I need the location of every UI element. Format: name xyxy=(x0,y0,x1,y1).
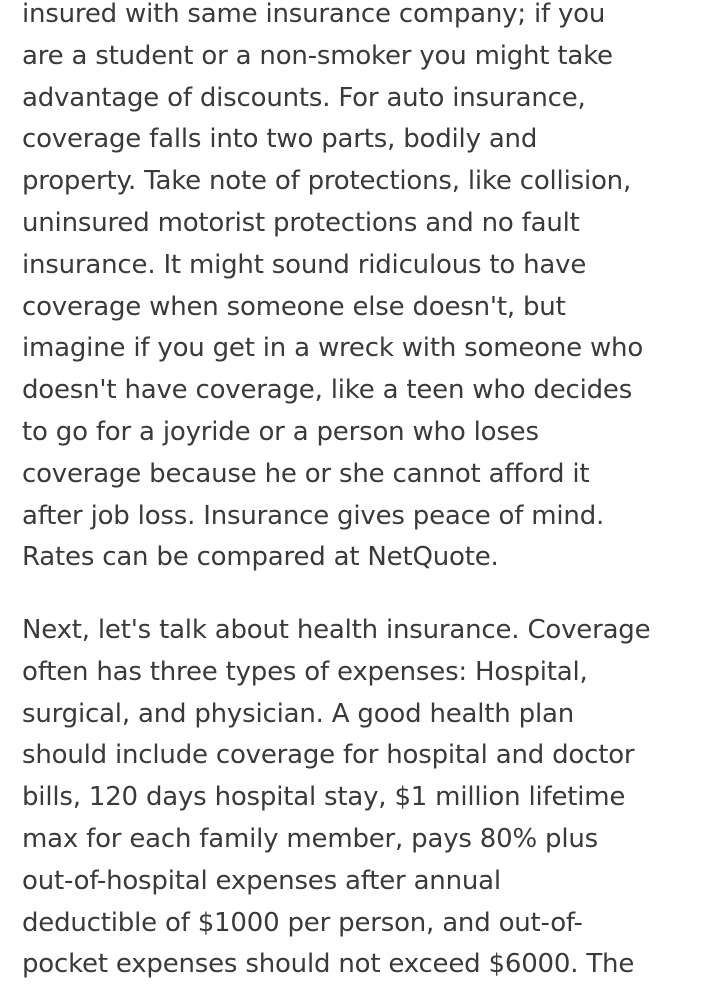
paragraph-health-insurance xyxy=(22,610,702,986)
text-line: imagine if you get in a wreck with someone who xyxy=(22,333,644,364)
text-line: after job loss. Insurance gives peace of mind. xyxy=(22,500,605,531)
text-line: coverage when someone else doesn't, but xyxy=(22,291,566,322)
text-line: max for each family member, pays 80% plus xyxy=(22,823,599,854)
text-line: are a student or a non-smoker you might take xyxy=(22,40,613,71)
text-line: doesn't have coverage, like a teen who decides xyxy=(22,375,633,406)
text-line: insurance. It might sound ridiculous to have xyxy=(22,249,587,280)
text-line: Next, let's talk about health insurance. Coverage xyxy=(22,615,651,645)
paragraph-auto-insurance xyxy=(22,0,702,579)
text-line: property. Take note of protections, like collision, xyxy=(22,166,632,197)
text-line: coverage because he or she cannot afford it xyxy=(22,458,590,489)
text-line: deductible of $1000 per person, and out-of- xyxy=(22,907,583,938)
text-line: surgical, and physician. A good health plan xyxy=(22,698,574,729)
text-line: pocket expenses should not exceed $6000. The xyxy=(22,949,635,980)
text-line: coverage falls into two parts, bodily and xyxy=(22,124,538,155)
text-line: bills, 120 days hospital stay, $1 million lifetime xyxy=(22,782,626,813)
text-line: often has three types of expenses: Hospital, xyxy=(22,656,588,687)
text-line: advantage of discounts. For auto insurance, xyxy=(22,82,586,113)
text-line: to go for a joyride or a person who loses xyxy=(22,416,539,447)
text-line: Rates can be compared at NetQuote. xyxy=(22,542,499,573)
text-line: out-of-hospital expenses after annual xyxy=(22,865,501,896)
text-line: should include coverage for hospital and doctor xyxy=(22,740,635,771)
text-line: insured with same insurance company; if you xyxy=(22,0,606,29)
text-line: uninsured motorist protections and no fault xyxy=(22,207,580,238)
